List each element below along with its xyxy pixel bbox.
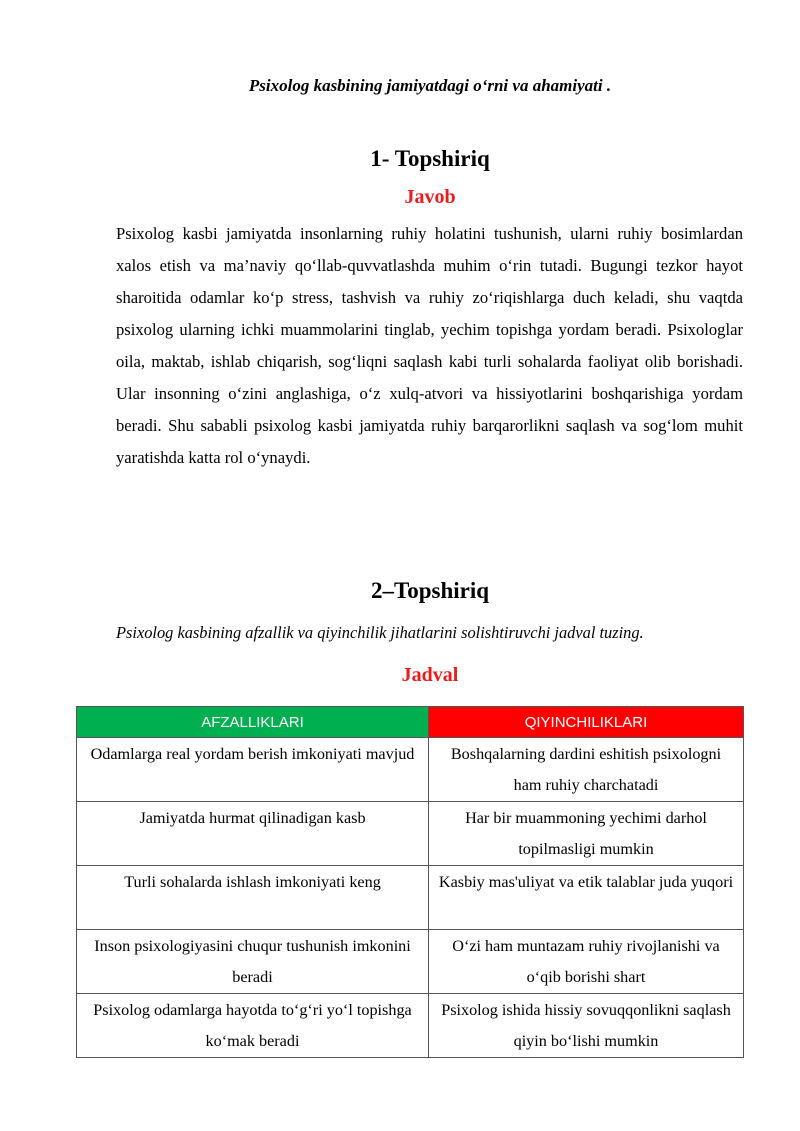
advantage-cell: Jamiyatda hurmat qilinadigan kasb: [77, 802, 429, 866]
comparison-table: [76, 706, 744, 1058]
task2-description: Psixolog kasbining afzallik va qiyinchilik jihatlarini solishtiruvchi jadval tuzing.: [116, 623, 644, 642]
task1-answer-label: Javob: [404, 186, 456, 208]
advantage-cell: Inson psixologiyasini chuqur tushunish imkonini beradi: [77, 930, 429, 994]
difficulty-cell: Kasbiy mas'uliyat va etik talablar juda yuqori: [429, 866, 744, 930]
task2-heading: 2–Topshiriq: [370, 578, 490, 603]
task2-table-label: Jadval: [401, 664, 459, 686]
document-title: Psixolog kasbining jamiyatdagi o‘rni va ahamiyati .: [248, 76, 612, 95]
advantage-cell: Turli sohalarda ishlash imkoniyati keng: [77, 866, 429, 930]
table-header-row: [77, 707, 744, 738]
task1-answer-text: Psixolog kasbi jamiyatda insonlarning ruhiy holatini tushunish, ularni ruhiy bosimlardan xalos etish va ma’naviy qo‘llab-quvvatlashda muhim o‘rin tutadi. Bugungi tezkor hayot sharoitida odamlar ko‘p stress, tashvish va ruhiy zo‘riqishlarga duch keladi, shu vaqtda psixolog ularning ichki muammolarini tinglab, yechim topishga yordam beradi. Psixologlar oila, maktab, ishlab chiqarish, sog‘liqni saqlash kabi turli sohalarda faoliyat olib borishadi. Ular insonning o‘zini anglashiga, o‘z xulq-atvori va hissiyotlarini boshqarishiga yordam beradi. Shu sababli psixolog kasbi jamiyatda ruhiy barqarorlikni saqlash va sog‘lom muhit yaratishda katta rol o‘ynaydi.: [116, 224, 743, 467]
table-row: [77, 930, 744, 994]
table-row: [77, 994, 744, 1058]
task1-heading: 1- Topshiriq: [370, 146, 490, 171]
advantage-cell: Odamlarga real yordam berish imkoniyati mavjud: [77, 738, 429, 802]
difficulties-header: QIYINCHILIKLARI: [429, 707, 744, 738]
difficulty-cell: Boshqalarning dardini eshitish psixologni ham ruhiy charchatadi: [429, 738, 744, 802]
advantage-cell: Psixolog odamlarga hayotda to‘g‘ri yo‘l topishga ko‘mak beradi: [77, 994, 429, 1058]
difficulty-cell: Psixolog ishida hissiy sovuqqonlikni saqlash qiyin bo‘lishi mumkin: [429, 994, 744, 1058]
table-row: [77, 866, 744, 930]
advantages-header: AFZALLIKLARI: [77, 707, 429, 738]
table-row: [77, 802, 744, 866]
difficulty-cell: O‘zi ham muntazam ruhiy rivojlanishi va o‘qib borishi shart: [429, 930, 744, 994]
difficulty-cell: Har bir muammoning yechimi darhol topilmasligi mumkin: [429, 802, 744, 866]
table-row: [77, 738, 744, 802]
